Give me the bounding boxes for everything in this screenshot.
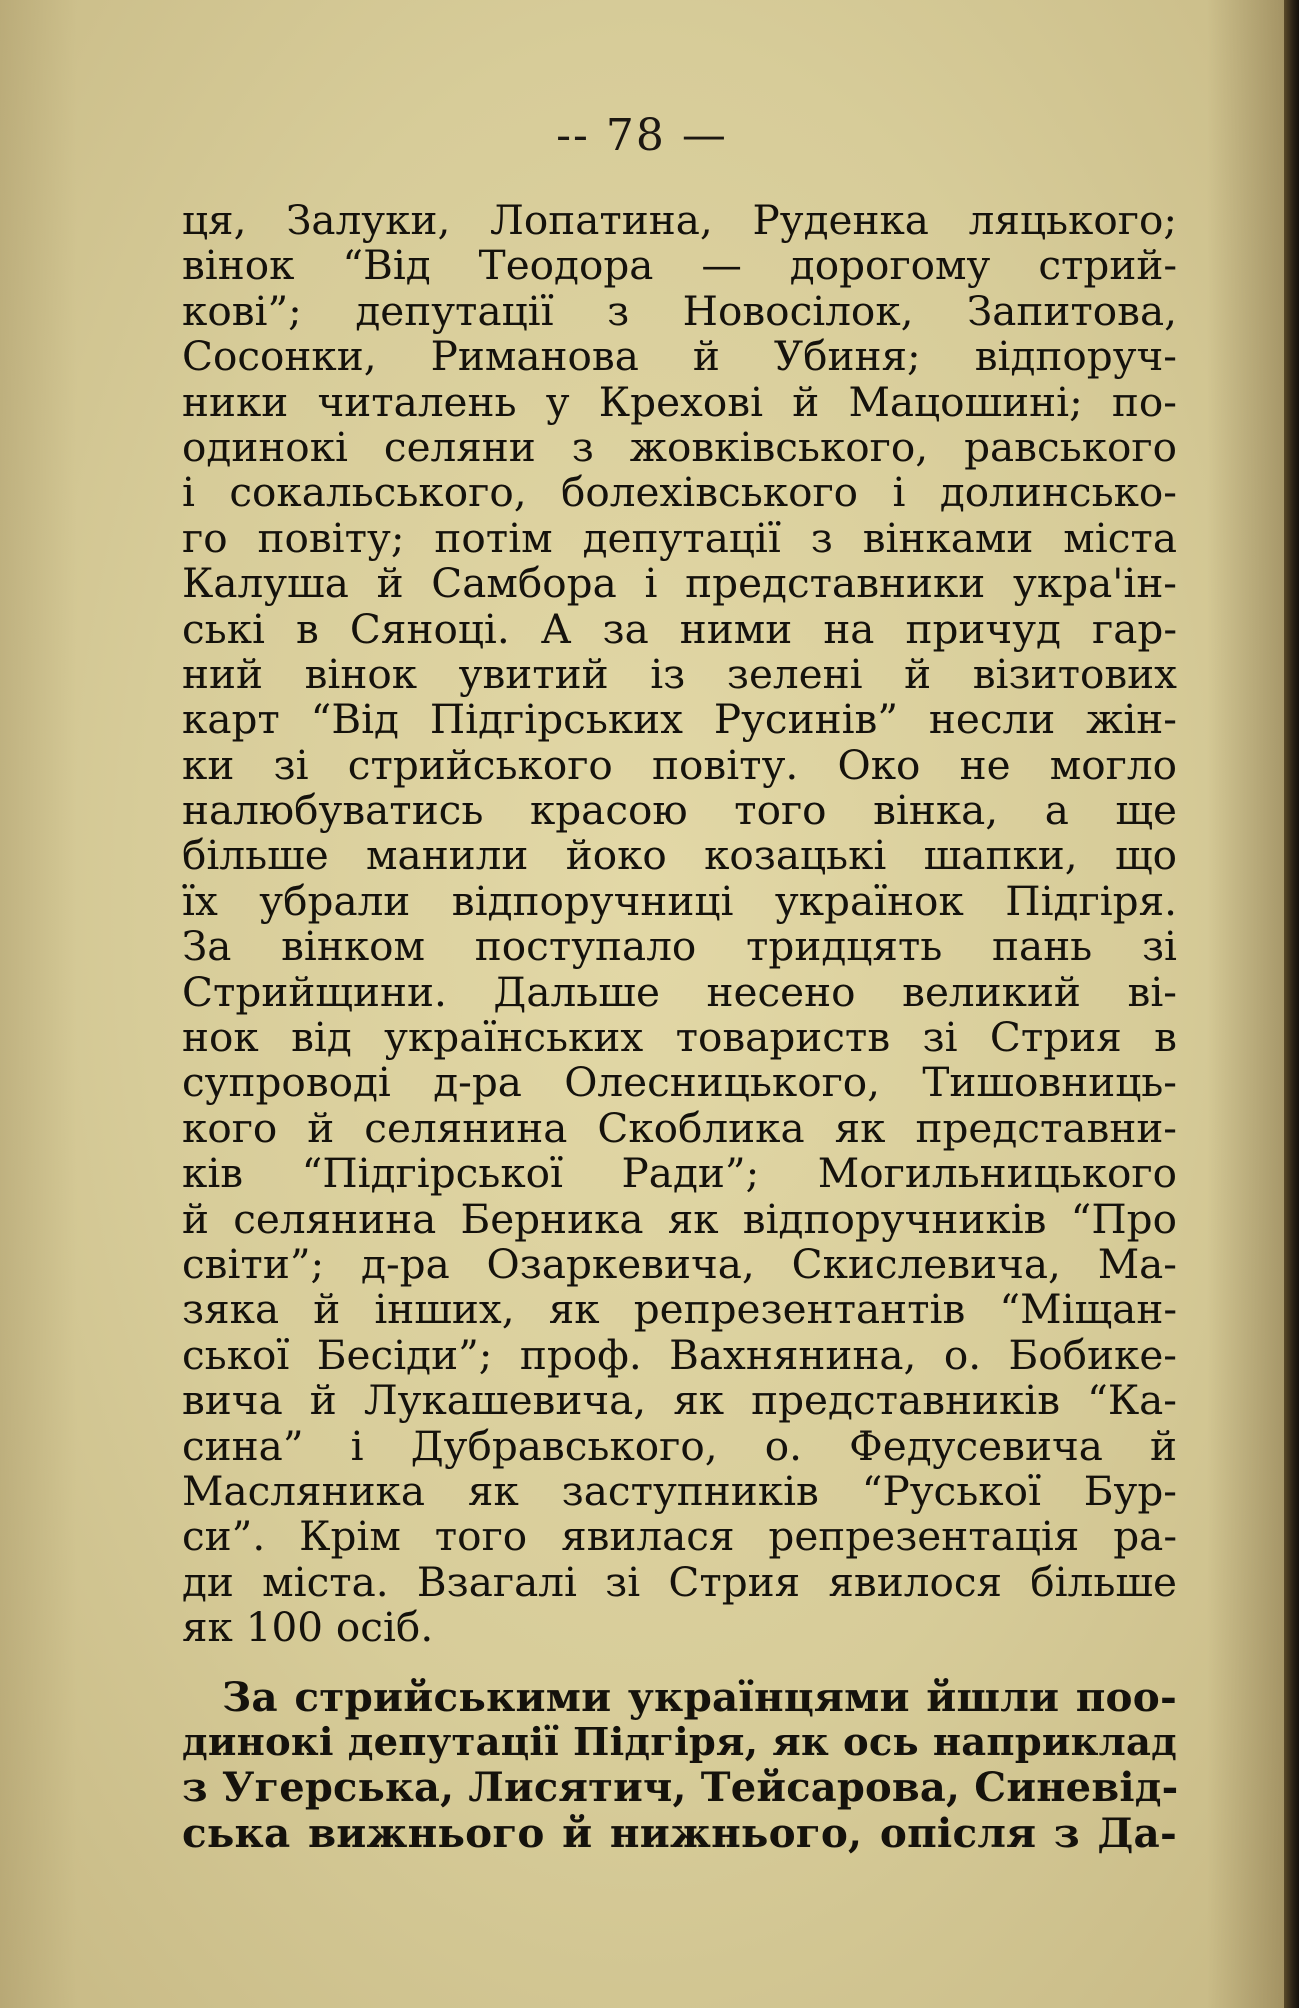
text-line: си”. Крім того явилася репрезентація ра- xyxy=(182,1512,1177,1561)
text-line: вича й Лукашевича, як представників “Ка- xyxy=(182,1376,1177,1425)
text-line: одинокі селяни з жовківського, равського xyxy=(182,422,1177,471)
paragraph-gap xyxy=(182,1651,1177,1675)
text-line: За стрийськими українцями йшли поо- xyxy=(222,1672,1177,1721)
text-line: Стрийщини. Дальше несено великий ві- xyxy=(182,967,1177,1016)
text-line: і сокальського, болехівського і долинсько- xyxy=(182,468,1177,517)
paragraph-2 xyxy=(182,1672,1179,1857)
text-line: ди міста. Взагалі зі Стрия явилося більше xyxy=(182,1557,1177,1606)
body-text xyxy=(182,198,1177,1856)
text-line: зяка й інших, як репрезентантів “Міщан- xyxy=(182,1285,1177,1334)
text-line: супроводі д-ра Олесницького, Тишовниць- xyxy=(182,1058,1177,1107)
text-line: ця, Залуки, Лопатина, Руденка ляцького; xyxy=(182,196,1177,244)
text-line: більше манили йоко козацькі шапки, що xyxy=(182,831,1177,880)
text-line: За вінком поступало тридцять пань зі xyxy=(182,922,1177,971)
text-line: карт “Від Підгірських Русинів” несли жін- xyxy=(182,695,1177,744)
text-line: сина” і Дубравського, о. Федусевича й xyxy=(182,1421,1177,1470)
text-line: ської Бесіди”; проф. Вахнянина, о. Бобике- xyxy=(182,1330,1177,1379)
page-number: -- 78 — xyxy=(556,110,728,161)
text-line: кого й селянина Скоблика як представни- xyxy=(182,1103,1177,1152)
text-line: нок від українських товариств зі Стрия в xyxy=(182,1013,1177,1062)
text-line: світи”; д-ра Озаркевича, Скислевича, Ма- xyxy=(182,1239,1177,1288)
text-line: динокі депутації Підгіря, як ось наприклад xyxy=(182,1719,1177,1765)
text-line: Калуша й Самбора і представники укра'ін- xyxy=(182,559,1177,608)
text-line: налюбуватись красою того вінка, а ще xyxy=(182,786,1177,835)
text-line: кові”; депутації з Новосілок, Запитова, xyxy=(182,286,1177,335)
text-line: Сосонки, Риманова й Убиня; відпоруч- xyxy=(182,332,1177,381)
text-line: ний вінок увитий із зелені й візитових xyxy=(182,649,1177,698)
text-line: ники читалень у Крехові й Мацошині; по- xyxy=(182,377,1177,426)
text-line: ків “Підгірської Ради”; Могильницького xyxy=(182,1149,1177,1198)
text-line: ська вижнього й нижнього, опісля з Да- xyxy=(182,1808,1177,1857)
text-line: Масляника як заступників “Руської Бур- xyxy=(182,1466,1177,1515)
text-line: їх убрали відпоручниці українок Підгіря. xyxy=(182,876,1177,925)
book-spine-edge xyxy=(1284,0,1299,2008)
text-line: го повіту; потім депутації з вінками міста xyxy=(182,513,1177,562)
text-line: й селянина Берника як відпоручників “Про xyxy=(182,1194,1177,1243)
paragraph-1 xyxy=(182,198,1177,1651)
text-line: вінок “Від Теодора — дорогому стрий- xyxy=(182,241,1177,290)
text-line: як 100 осіб. xyxy=(182,1603,434,1652)
text-line: ки зі стрийського повіту. Око не могло xyxy=(182,740,1177,789)
text-line: з Угерська, Лисятич, Тейсарова, Синевід- xyxy=(182,1764,1179,1812)
text-line: ські в Сяноці. А за ними на причуд гар- xyxy=(182,604,1177,653)
